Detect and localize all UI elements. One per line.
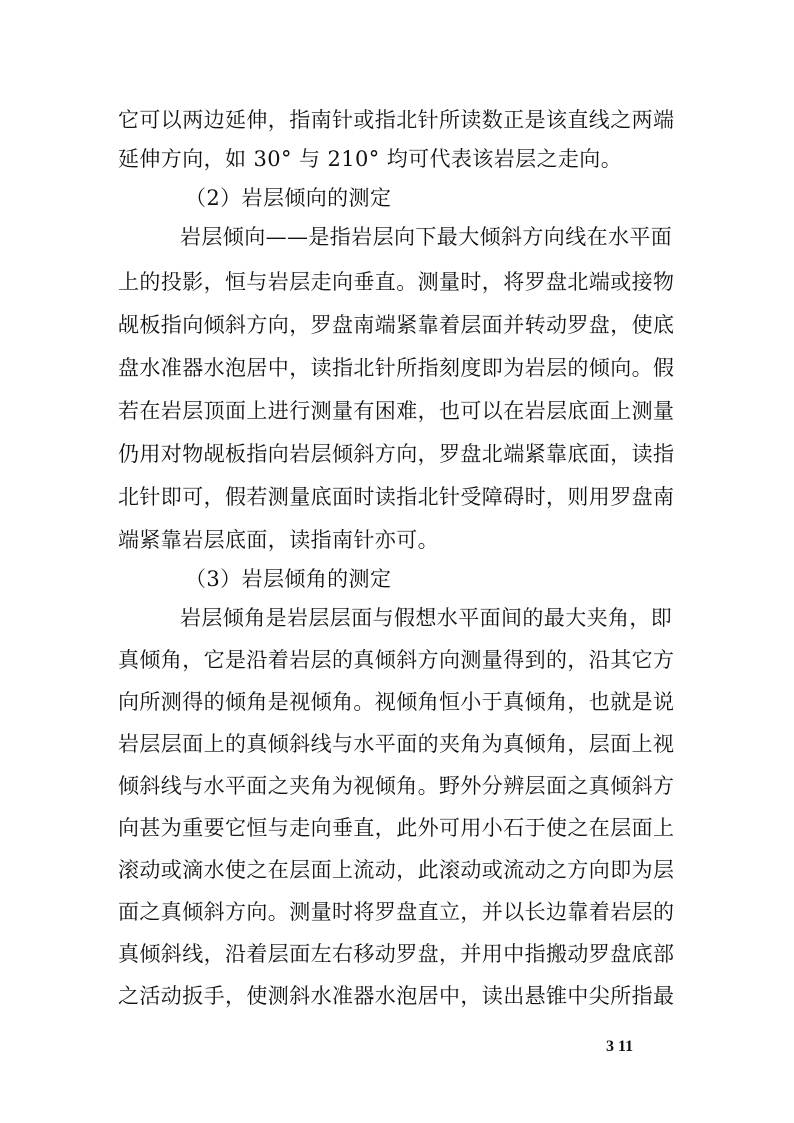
text-line: 上的投影，恒与岩层走向垂直。测量时，将罗盘北端或接物 bbox=[118, 270, 675, 294]
paragraph-first-line: 岩层倾角是岩层层面与假想水平面间的最大夹角，即 bbox=[180, 606, 673, 630]
section-heading: （2）岩层倾向的测定 bbox=[185, 186, 392, 210]
text-line: 它可以两边延伸，指南针或指北针所读数正是该直线之两端 bbox=[118, 108, 675, 132]
text-line: 真倾斜线，沿着层面左右移动罗盘，并用中指搬动罗盘底部 bbox=[118, 942, 675, 966]
text-line: 面之真倾斜方向。测量时将罗盘直立，并以长边靠着岩层的 bbox=[118, 900, 675, 924]
text-line: 向甚为重要它恒与走向垂直，此外可用小石于使之在层面上 bbox=[118, 816, 675, 840]
text-line: 延伸方向，如 30° 与 210° 均可代表该岩层之走向。 bbox=[118, 147, 623, 171]
text-line: 向所测得的倾角是视倾角。视倾角恒小于真倾角，也就是说 bbox=[118, 690, 675, 714]
text-line: 端紧靠岩层底面，读指南针亦可。 bbox=[118, 528, 439, 552]
text-line: 仍用对物觇板指向岩层倾斜方向，罗盘北端紧靠底面，读指 bbox=[118, 442, 675, 466]
page-number: 3 11 bbox=[606, 1038, 634, 1055]
text-line: 真倾角，它是沿着岩层的真倾斜方向测量得到的，沿其它方 bbox=[118, 648, 675, 672]
text-line: 若在岩层顶面上进行测量有困难，也可以在岩层底面上测量 bbox=[118, 399, 675, 423]
text-line: 岩层层面上的真倾斜线与水平面的夹角为真倾角，层面上视 bbox=[118, 732, 675, 756]
text-line: 滚动或滴水使之在层面上流动，此滚动或流动之方向即为层 bbox=[118, 858, 675, 882]
section-heading: （3）岩层倾角的测定 bbox=[185, 567, 392, 591]
text-line: 盘水准器水泡居中，读指北针所指刻度即为岩层的倾向。假 bbox=[118, 356, 675, 380]
paragraph-first-line: 岩层倾向——是指岩层向下最大倾斜方向线在水平面 bbox=[180, 225, 673, 249]
text-line: 倾斜线与水平面之夹角为视倾角。野外分辨层面之真倾斜方 bbox=[118, 774, 675, 798]
text-line: 之活动扳手，使测斜水准器水泡居中，读出悬锥中尖所指最 bbox=[118, 984, 675, 1008]
text-line: 觇板指向倾斜方向，罗盘南端紧靠着层面并转动罗盘，使底 bbox=[118, 313, 675, 337]
text-line: 北针即可，假若测量底面时读指北针受障碍时，则用罗盘南 bbox=[118, 485, 675, 509]
